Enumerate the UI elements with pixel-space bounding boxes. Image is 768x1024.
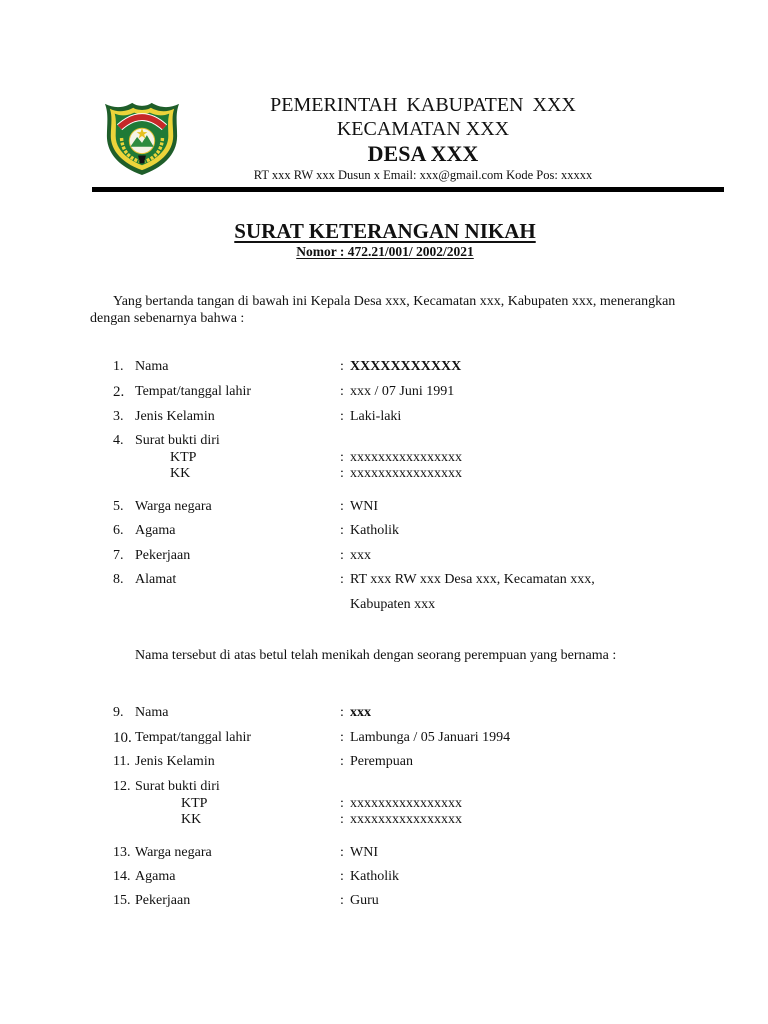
groom-nationality-row bbox=[0, 499, 768, 515]
field-label: Pekerjaan bbox=[135, 893, 191, 908]
bride-id-docs-row bbox=[0, 779, 768, 795]
bride-name-row bbox=[0, 705, 768, 721]
village-heading: DESA XXX bbox=[367, 141, 479, 166]
field-label: Warga negara bbox=[135, 499, 212, 514]
colon-separator: : bbox=[340, 450, 344, 465]
field-label: Agama bbox=[135, 869, 176, 884]
groom-occupation-row bbox=[0, 548, 768, 564]
bride-kk-value: xxxxxxxxxxxxxxxx bbox=[350, 812, 462, 827]
groom-ktp-row bbox=[0, 450, 768, 466]
colon-separator: : bbox=[340, 359, 344, 374]
district-heading: KECAMATAN XXX bbox=[336, 118, 510, 140]
item-number: 1. bbox=[113, 359, 124, 374]
groom-gender-row bbox=[0, 409, 768, 425]
bride-occupation-value: Guru bbox=[350, 893, 379, 908]
letterhead-divider bbox=[92, 187, 724, 192]
groom-occupation-value: xxx bbox=[350, 548, 371, 563]
item-number: 2. bbox=[113, 384, 125, 400]
bride-ktp-row bbox=[0, 796, 768, 812]
bride-kk-row bbox=[0, 812, 768, 828]
groom-kk-value: xxxxxxxxxxxxxxxx bbox=[350, 466, 462, 481]
ktp-label: KTP bbox=[170, 450, 197, 465]
colon-separator: : bbox=[340, 796, 344, 811]
item-number: 15. bbox=[113, 893, 131, 908]
colon-separator: : bbox=[340, 409, 344, 424]
colon-separator: : bbox=[340, 730, 344, 745]
intro-line-1: Yang bertanda tangan di bawah ini Kepala Desa xxx, Kecamatan xxx, Kabupaten xxx, menerangkan bbox=[113, 294, 676, 309]
colon-separator: : bbox=[340, 869, 344, 884]
item-number: 7. bbox=[113, 548, 124, 563]
groom-religion-value: Katholik bbox=[350, 523, 399, 538]
field-label: Nama bbox=[135, 705, 169, 720]
colon-separator: : bbox=[340, 754, 344, 769]
bride-nationality-row bbox=[0, 845, 768, 861]
field-label: Jenis Kelamin bbox=[135, 409, 215, 424]
groom-religion-row bbox=[0, 523, 768, 539]
kk-label: KK bbox=[181, 812, 202, 827]
field-label: Tempat/tanggal lahir bbox=[135, 730, 252, 745]
colon-separator: : bbox=[340, 705, 344, 720]
kk-label: KK bbox=[170, 466, 191, 481]
groom-birth-row bbox=[0, 384, 768, 400]
bride-birth-value: Lambunga / 05 Januari 1994 bbox=[350, 730, 511, 745]
field-label: Jenis Kelamin bbox=[135, 754, 215, 769]
bride-ktp-value: xxxxxxxxxxxxxxxx bbox=[350, 796, 462, 811]
field-label: Surat bukti diri bbox=[135, 779, 220, 794]
colon-separator: : bbox=[340, 499, 344, 514]
groom-name-value: XXXXXXXXXXX bbox=[350, 359, 462, 374]
field-label: Agama bbox=[135, 523, 176, 538]
transition-statement: Nama tersebut di atas betul telah menikah dengan seorang perempuan yang bernama : bbox=[135, 648, 617, 663]
item-number: 10. bbox=[113, 730, 132, 746]
colon-separator: : bbox=[340, 384, 344, 399]
groom-address-value: RT xxx RW xxx Desa xxx, Kecamatan xxx, bbox=[350, 572, 595, 587]
item-number: 6. bbox=[113, 523, 124, 538]
bride-occupation-row bbox=[0, 893, 768, 909]
item-number: 13. bbox=[113, 845, 131, 860]
bride-religion-row bbox=[0, 869, 768, 885]
government-heading: PEMERINTAH KABUPATEN XXX bbox=[270, 94, 576, 116]
groom-address-continuation-row bbox=[0, 597, 768, 613]
colon-separator: : bbox=[340, 812, 344, 827]
item-number: 8. bbox=[113, 572, 124, 587]
colon-separator: : bbox=[340, 845, 344, 860]
item-number: 12. bbox=[113, 779, 131, 794]
contact-line: RT xxx RW xxx Dusun x Email: xxx@gmail.com Kode Pos: xxxxx bbox=[253, 168, 593, 182]
colon-separator: : bbox=[340, 466, 344, 481]
field-label: Tempat/tanggal lahir bbox=[135, 384, 252, 399]
colon-separator: : bbox=[340, 893, 344, 908]
field-label: Warga negara bbox=[135, 845, 212, 860]
groom-address-row bbox=[0, 572, 768, 588]
item-number: 3. bbox=[113, 409, 124, 424]
colon-separator: : bbox=[340, 548, 344, 563]
colon-separator: : bbox=[340, 523, 344, 538]
item-number: 9. bbox=[113, 705, 124, 720]
bride-religion-value: Katholik bbox=[350, 869, 399, 884]
letter-number: Nomor : 472.21/001/ 2002/2021 bbox=[296, 244, 474, 259]
field-label: Surat bukti diri bbox=[135, 433, 220, 448]
field-label: Pekerjaan bbox=[135, 548, 191, 563]
groom-ktp-value: xxxxxxxxxxxxxxxx bbox=[350, 450, 462, 465]
bride-name-value: xxx bbox=[350, 705, 371, 720]
field-label: Nama bbox=[135, 359, 169, 374]
ktp-label: KTP bbox=[181, 796, 208, 811]
bride-birth-row bbox=[0, 730, 768, 746]
groom-address-continuation: Kabupaten xxx bbox=[350, 597, 436, 612]
groom-gender-value: Laki-laki bbox=[350, 409, 402, 424]
bride-gender-row bbox=[0, 754, 768, 770]
groom-nationality-value: WNI bbox=[350, 499, 378, 514]
groom-birth-value: xxx / 07 Juni 1991 bbox=[350, 384, 455, 399]
bride-nationality-value: WNI bbox=[350, 845, 378, 860]
groom-name-row bbox=[0, 359, 768, 375]
field-label: Alamat bbox=[135, 572, 177, 587]
groom-id-docs-row bbox=[0, 433, 768, 449]
colon-separator: : bbox=[340, 572, 344, 587]
letter-title: SURAT KETERANGAN NIKAH bbox=[234, 219, 536, 243]
bride-gender-value: Perempuan bbox=[350, 754, 413, 769]
item-number: 11. bbox=[113, 754, 130, 769]
item-number: 14. bbox=[113, 869, 131, 884]
item-number: 4. bbox=[113, 433, 124, 448]
groom-kk-row bbox=[0, 466, 768, 482]
intro-line-2: dengan sebenarnya bahwa : bbox=[90, 311, 245, 326]
item-number: 5. bbox=[113, 499, 124, 514]
